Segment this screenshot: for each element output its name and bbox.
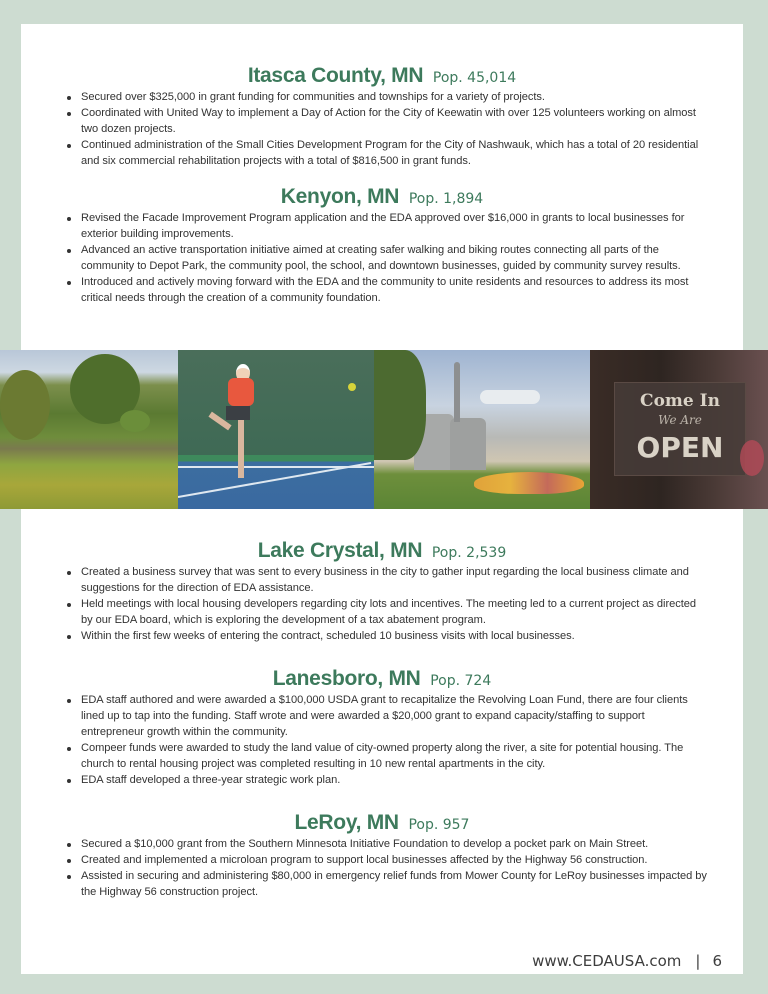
section-heading [21, 536, 743, 564]
list-item: EDA staff developed a three-year strategic work plan. [81, 772, 707, 788]
community-name: Itasca County, MN [247, 64, 424, 87]
sign-line-1: Come In [640, 391, 720, 411]
bullet-list [21, 836, 707, 900]
list-item: Created and implemented a microloan program to support local businesses affected by the Highway 56 construction. [81, 852, 707, 868]
list-item: Advanced an active transportation initiative aimed at creating safer walking and biking routes connecting all parts of the community to Depot Park, the community pool, the school, and downtown businesses, guided by community survey results. [81, 242, 707, 274]
footer-separator: | [695, 952, 701, 970]
tree-shape [0, 370, 50, 440]
community-name: Lake Crystal, MN [257, 539, 423, 562]
list-item: Secured over $325,000 in grant funding for communities and townships for a variety of projects. [81, 89, 707, 105]
river-landscape-photo [0, 350, 178, 509]
elevator-tower [454, 362, 460, 422]
population: Pop. 45,014 [432, 70, 517, 86]
pickleball-player-photo [178, 350, 374, 509]
bullet-list [21, 692, 707, 788]
section-heading [21, 182, 743, 210]
ball-icon [348, 383, 356, 391]
community-name: Lanesboro, MN [272, 667, 421, 690]
page-footer [532, 952, 722, 970]
bush-shape [120, 410, 150, 432]
section-heading [21, 808, 743, 836]
tree-shape [374, 350, 426, 460]
player-shirt [228, 378, 254, 406]
section-heading [21, 61, 743, 89]
section-heading [21, 664, 743, 692]
flower-shape [740, 440, 764, 476]
population: Pop. 957 [408, 817, 470, 833]
open-sign-photo [590, 350, 768, 509]
list-item: EDA staff authored and were awarded a $100,000 USDA grant to recapitalize the Revolving Loan Fund, there are four clients lined up to tap into the funding. Staff wrote and were awarded a $20,000 grant to expand capacity/staffing to support entrepreneur growth within the community. [81, 692, 707, 740]
section-itasca-county [21, 61, 743, 169]
section-lake-crystal [21, 536, 743, 644]
list-item: Compeer funds were awarded to study the land value of city-owned property along the river, a site for potential housing. The church to rental housing project was completed resulting in 10 new rental apartments in the city. [81, 740, 707, 772]
open-sign [614, 382, 746, 476]
sign-line-3: OPEN [636, 431, 724, 464]
page-number: 6 [712, 952, 722, 970]
tanker-shape [480, 390, 540, 404]
sign-line-2: We Are [658, 413, 702, 427]
section-leroy [21, 808, 743, 900]
silo-shape [450, 418, 486, 470]
list-item: Assisted in securing and administering $80,000 in emergency relief funds from Mower County for LeRoy businesses impacted by the Highway 56 construction project. [81, 870, 707, 898]
list-item: Held meetings with local housing developers regarding city lots and incentives. The meeting led to a current project as directed by our EDA board, which is exploring the development of a tax abatement program. [81, 596, 707, 628]
list-item: Within the first few weeks of entering the contract, scheduled 10 business visits with local businesses. [81, 628, 707, 644]
bullet-list [21, 564, 707, 644]
population: Pop. 2,539 [431, 545, 507, 561]
list-item: Introduced and actively moving forward with the EDA and the community to unite residents and resources to address its most critical needs through the creation of a community foundation. [81, 274, 707, 306]
player-shorts [226, 406, 250, 420]
population: Pop. 724 [430, 673, 492, 689]
bullet-list [21, 210, 707, 306]
population: Pop. 1,894 [408, 191, 484, 207]
bullet-list [21, 89, 707, 169]
list-item: Continued administration of the Small Cities Development Program for the City of Nashwauk, which has a total of 20 residential and six commercial rehabilitation projects with a total of $816,500 in grant funds. [81, 137, 707, 169]
section-lanesboro [21, 664, 743, 788]
list-item: Coordinated with United Way to implement a Day of Action for the City of Keewatin with over 125 volunteers working on almost two dozen projects. [81, 105, 707, 137]
list-item: Created a business survey that was sent to every business in the city to gather input regarding the local business climate and suggestions for the direction of EDA assistance. [81, 564, 707, 596]
player-leg [238, 420, 244, 478]
flower-bed [474, 472, 584, 494]
website-link[interactable]: www.CEDAUSA.com [532, 952, 682, 970]
list-item: Secured a $10,000 grant from the Southern Minnesota Initiative Foundation to develop a pocket park on Main Street. [81, 836, 707, 852]
community-name: Kenyon, MN [280, 185, 400, 208]
community-name: LeRoy, MN [294, 811, 399, 834]
section-kenyon [21, 182, 743, 306]
grain-elevator-photo [374, 350, 590, 509]
list-item: Revised the Facade Improvement Program application and the EDA approved over $16,000 in grants to local businesses for exterior building improvements. [81, 210, 707, 242]
photo-strip [0, 350, 768, 509]
